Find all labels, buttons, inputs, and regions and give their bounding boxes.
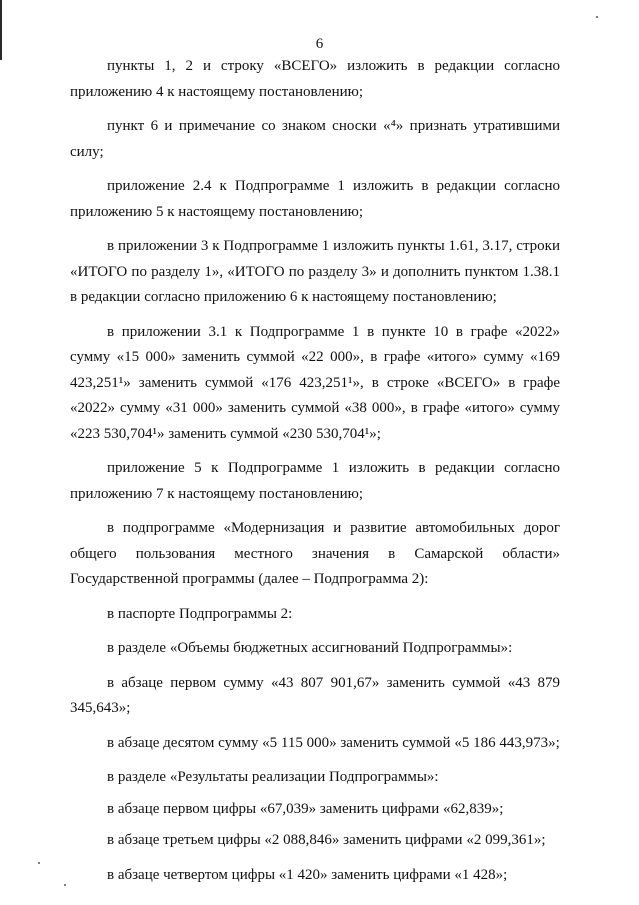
paragraph: в подпрограмме «Модернизация и развитие автомобильных дорог общего пользования местного значения в Самарской области» Государственной программы (далее – Подпрограмма 2):	[70, 520, 560, 587]
scan-speck	[64, 884, 66, 886]
scan-speck	[38, 862, 40, 864]
paragraph: в разделе «Объемы бюджетных ассигнований Подпрограммы»:	[107, 640, 513, 656]
paragraph: в разделе «Результаты реализации Подпрограммы»:	[107, 769, 439, 785]
scan-speck	[596, 16, 598, 18]
paragraph: в паспорте Подпрограммы 2:	[107, 605, 293, 622]
paragraph: в абзаце третьем цифры «2 088,846» заменить цифрами «2 099,361»;	[107, 832, 546, 848]
document-body	[70, 54, 560, 888]
paragraph: в абзаце первом сумму «43 807 901,67» заменить суммой «43 879 345,643»;	[70, 674, 560, 716]
paragraph: в абзаце четвертом цифры «1 420» заменить цифрами «1 428»;	[107, 866, 508, 883]
paragraph: приложение 5 к Подпрограмме 1 изложить в редакции согласно приложению 7 к настоящему постановлению;	[70, 460, 560, 502]
paragraph: в приложении 3 к Подпрограмме 1 изложить пункты 1.61, 3.17, строки «ИТОГО по разделу 1», «ИТОГО по разделу 3» и дополнить пунктом 1.38.1 в редакции согласно приложению 6 к настоящему постановлению;	[70, 238, 560, 305]
paragraph: приложение 2.4 к Подпрограмме 1 изложить в редакции согласно приложению 5 к настоящему постановлению;	[70, 178, 560, 220]
paragraph: в абзаце десятом сумму «5 115 000» заменить суммой «5 186 443,973»;	[107, 734, 560, 751]
page-number: 6	[315, 36, 324, 52]
paragraph: в приложении 3.1 к Подпрограмме 1 в пункте 10 в графе «2022» сумму «15 000» заменить суммой «22 000», в графе «итого» сумму «169 423,251¹» заменить суммой «176 423,251¹», в строке «ВСЕГО» в графе «2022» сумму «31 000» заменить суммой «38 000», в графе «итого» сумму «223 530,704¹» заменить суммой «230 530,704¹»;	[70, 323, 560, 442]
paragraph: пункты 1, 2 и строку «ВСЕГО» изложить в редакции согласно приложению 4 к настоящему постановлению;	[70, 58, 560, 100]
paragraph: пункт 6 и примечание со знаком сноски «⁴» признать утратившими силу;	[70, 118, 560, 160]
paragraph: в абзаце первом цифры «67,039» заменить цифрами «62,839»;	[107, 800, 504, 817]
